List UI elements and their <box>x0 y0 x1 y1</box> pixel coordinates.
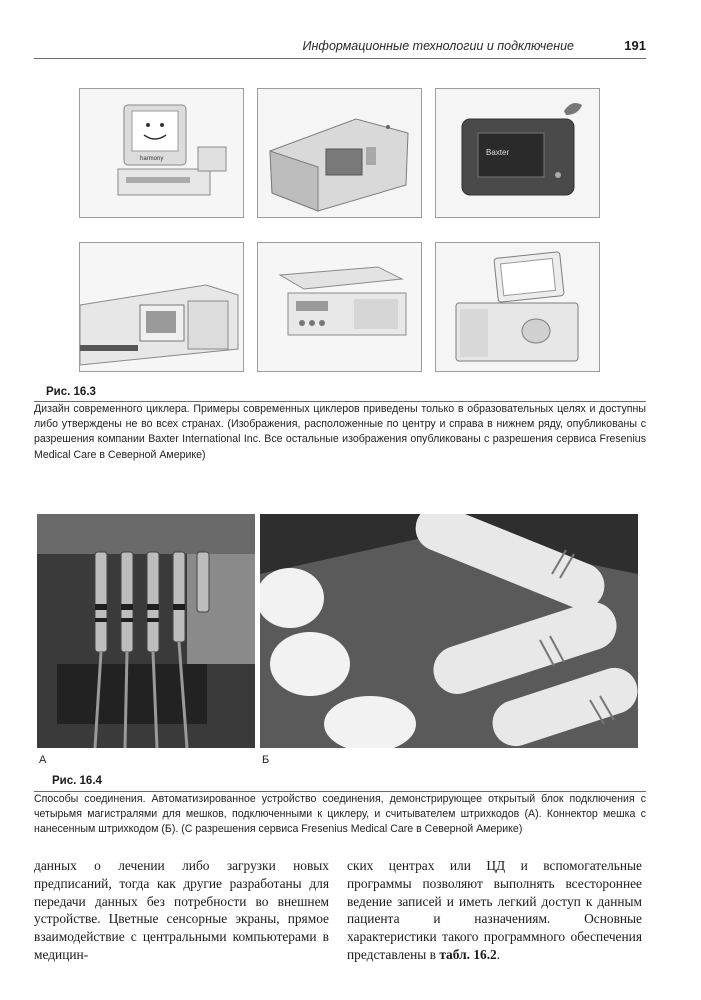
figure-16-3-label: Рис. 16.3 <box>46 386 96 398</box>
body-right-text: ских центрах или ЦД и вспомогательные программы позволяют выполнять всестороннее ведение записей и иметь легкий доступ к данным пациента и назначениям. Основные характеристики такого программного обеспечения представлены в <box>347 858 642 962</box>
photo-cycler-dark-screen <box>435 88 600 218</box>
photo-cycler-flat-display <box>257 242 422 372</box>
table-reference: табл. 16.2 <box>439 946 497 962</box>
photo-cycler-harmony <box>79 88 244 218</box>
running-head-title: Информационные технологии и подключение <box>302 39 574 53</box>
cycler-touchscreen-illustration <box>436 243 599 371</box>
photo-connection-device <box>37 514 255 748</box>
figure-16-3-caption: Дизайн современного циклера. Примеры современных циклеров приведены только в образовательных целях и доступны либо утверждены не во всех странах. (Изображения, расположенные по центру и справа в нижнем ряду, опубликованы с разрешения компании Baxter International Inc. Все остальные изображения опубликованы с разрешения сервиса Fresenius Medical Care в Северной Америке) <box>34 403 646 461</box>
body-right-end: . <box>496 946 501 962</box>
page-number: 191 <box>624 38 646 53</box>
figure-16-4-label: Рис. 16.4 <box>52 775 102 787</box>
cycler-flat-display-illustration <box>258 243 421 371</box>
body-text-left-column: данных о лечении либо загрузки новых предписаний, тогда как другие разработаны для передачи данных без потребности во внешнем устройстве. Цветные сенсорные экраны, прямое взаимодействие с центральными компьютерами в медицин- <box>34 858 329 962</box>
figure-16-4-panel-b-label: Б <box>262 754 270 766</box>
cycler-long-white-illustration <box>80 243 243 371</box>
photo-cycler-touchscreen <box>435 242 600 372</box>
running-head <box>34 36 646 59</box>
figure-16-4-panel-a-label: А <box>39 754 47 766</box>
bag-connector-illustration <box>260 514 638 748</box>
photo-cycler-long-white <box>79 242 244 372</box>
connection-device-illustration <box>37 514 255 748</box>
photo-bag-connector <box>260 514 638 748</box>
body-text-right-column <box>347 857 642 964</box>
cycler-silver-curved-illustration <box>258 89 421 217</box>
harmony-brand-text: harmony <box>140 156 164 162</box>
cycler-harmony-illustration <box>80 89 243 217</box>
cycler-dark-screen-illustration <box>436 89 599 217</box>
dark-screen-brand-text: Baxter <box>486 148 510 157</box>
figure-16-4-caption: Способы соединения. Автоматизированное устройство соединения, демонстрирующее открытый блок подключения с четырьмя магистралями для мешков, подключенными к циклеру, и считывателем штрихкодов (А). Коннектор мешка с нанесенным штрихкодом (Б). (С разрешения сервиса Fresenius Medical Care в Северной Америке) <box>34 793 646 836</box>
photo-cycler-silver-curved <box>257 88 422 218</box>
